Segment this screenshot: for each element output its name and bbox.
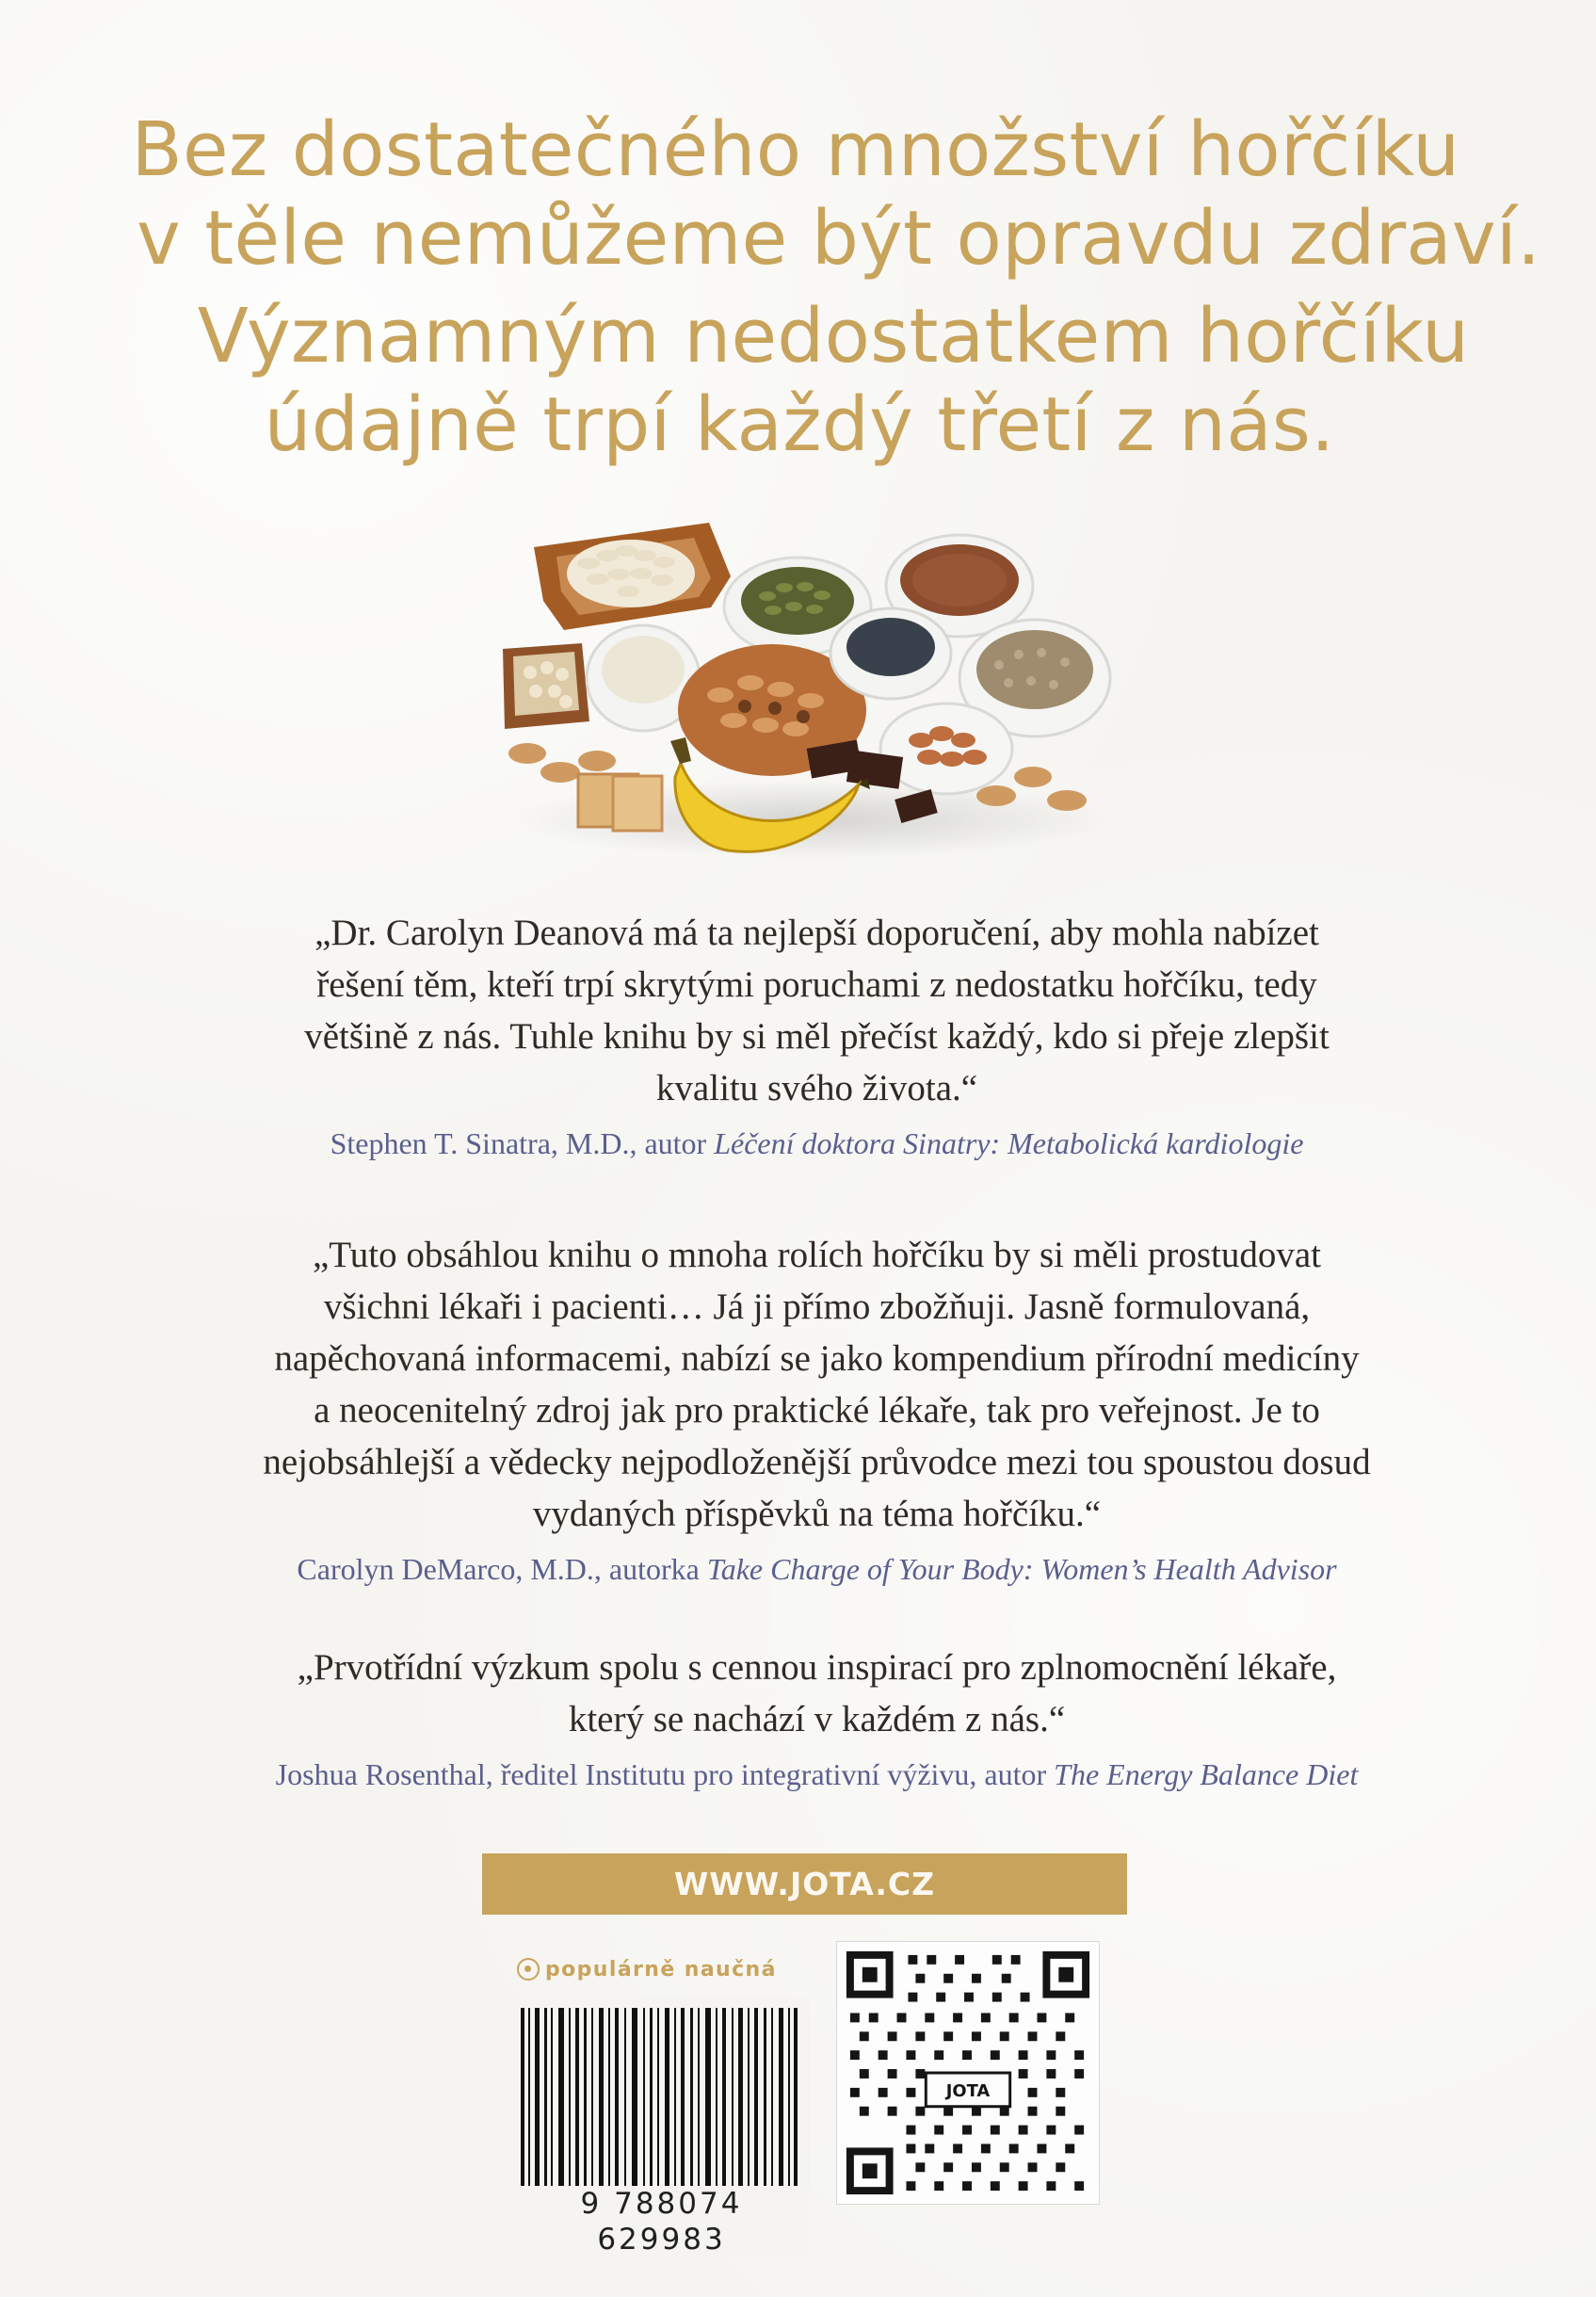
quote-1-author: Stephen T. Sinatra, M.D., autor bbox=[330, 1126, 715, 1160]
headline-line-4: údajně trpí každý třetí z nás. bbox=[264, 381, 1335, 468]
quote-2-text: „Tuto obsáhlou knihu o mnoha rolích hořčíku by si měli prostudovat všichni lékaři i pacienti… Já ji přímo zbožňuji. Jasně formulovaná, napěchovaná informacemi, nabízí se jako kompendium přírodní medicíny a neocenitelný zdroj jak pro praktické lékaře, tak pro veřejnost. Je to nejobsáhlejší a vědecky nejpodloženější průvodce mezi tou spoustou dosud vydaných příspěvků na téma hořčíku.“ bbox=[263, 1235, 1371, 1534]
food-photo bbox=[476, 509, 1135, 871]
quote-3-book-title: The Energy Balance Diet bbox=[1054, 1757, 1359, 1791]
quote-3-author: Joshua Rosenthal, ředitel Institutu pro integrativní výživu, autor bbox=[275, 1757, 1055, 1791]
series-circle-icon bbox=[517, 1958, 540, 1981]
quote-2-book-title: Take Charge of Your Body: Women’s Health Advisor bbox=[706, 1552, 1337, 1586]
quote-1-book-title: Léčení doktora Sinatry: Metabolická kardiologie bbox=[714, 1126, 1304, 1160]
headline-line-2: v těle nemůžeme být opravdu zdraví. bbox=[137, 195, 1541, 282]
qr-logo-text: JOTA bbox=[945, 2080, 991, 2101]
website-banner: WWW.JOTA.CZ bbox=[482, 1853, 1127, 1915]
quote-1 bbox=[160, 907, 1474, 1162]
series-label bbox=[517, 1949, 777, 1989]
headline-line-3: Významným nedostatkem hořčíku bbox=[197, 293, 1470, 380]
quote-3-attribution bbox=[160, 1755, 1474, 1793]
quote-2 bbox=[160, 1229, 1474, 1588]
quote-1-attribution bbox=[160, 1124, 1474, 1162]
quote-3 bbox=[160, 1642, 1474, 1793]
series-label-text: populárně naučná bbox=[545, 1957, 777, 1982]
quote-2-attribution bbox=[160, 1550, 1474, 1588]
quote-1-text: „Dr. Carolyn Deanová má ta nejlepší doporučení, aby mohla nabízet řešení těm, kteří trpí skrytými poruchami z nedostatku hořčíku, tedy většině z nás. Tuhle knihu by si měl přečíst každý, kdo si přeje zlepšit kvalitu svého života.“ bbox=[304, 913, 1330, 1108]
quote-2-author: Carolyn DeMarco, M.D., autorka bbox=[297, 1552, 707, 1586]
headline-line-1: Bez dostatečného množství hořčíku bbox=[131, 106, 1460, 193]
quote-3-text: „Prvotřídní výzkum spolu s cennou inspirací pro zplnomocnění lékaře, který se nachází v každém z nás.“ bbox=[297, 1647, 1337, 1739]
barcode-number: 9 788074 629983 bbox=[513, 2186, 810, 2257]
barcode bbox=[513, 1998, 810, 2210]
headline bbox=[104, 105, 1541, 469]
qr-code bbox=[836, 1941, 1100, 2205]
